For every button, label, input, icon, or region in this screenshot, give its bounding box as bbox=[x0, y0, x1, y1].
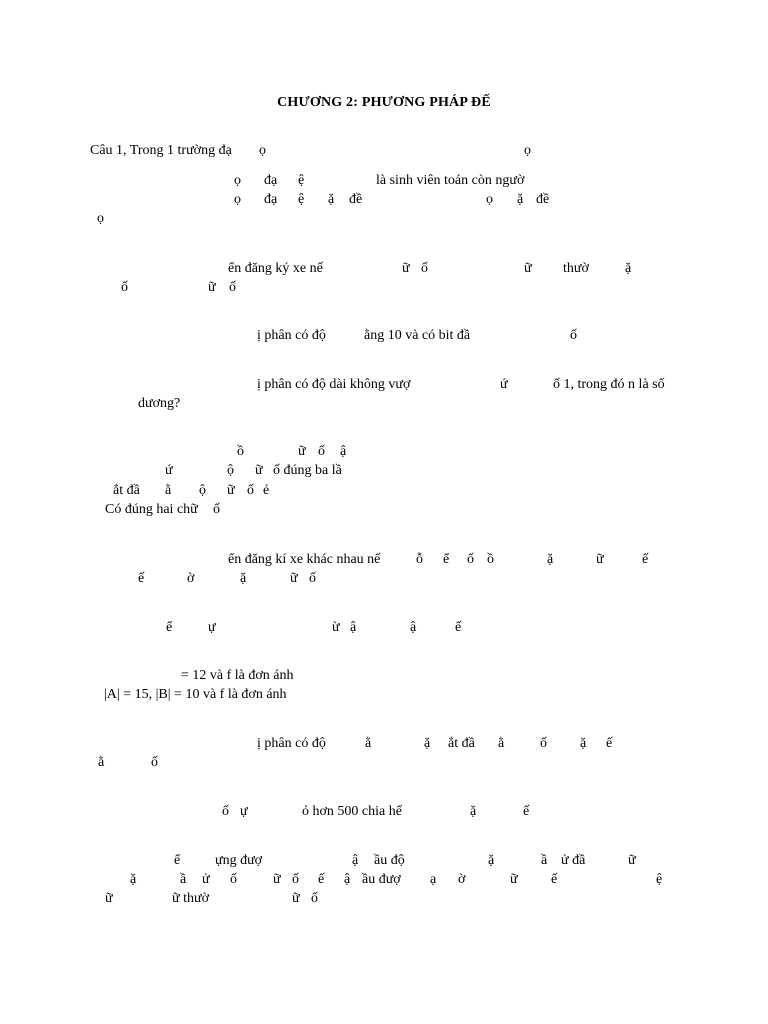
text-fragment: ồ bbox=[487, 552, 494, 567]
text-fragment: ắt đầ bbox=[113, 483, 140, 498]
text-fragment: ậ bbox=[350, 620, 357, 635]
text-fragment: ữ bbox=[290, 571, 298, 586]
text-fragment: ằng 10 và có bit đầ bbox=[364, 328, 471, 343]
text-fragment: ế bbox=[642, 552, 649, 567]
text-fragment: ế bbox=[606, 736, 613, 751]
page-title: CHƯƠNG 2: PHƯƠNG PHÁP ĐẾ bbox=[277, 95, 491, 110]
text-fragment: ằ bbox=[98, 755, 105, 770]
text-fragment: ặ bbox=[328, 192, 335, 207]
text-fragment: ố bbox=[309, 571, 316, 586]
text-fragment: ố bbox=[421, 261, 428, 276]
text-fragment: ạ bbox=[430, 872, 437, 887]
text-fragment: ặ bbox=[130, 872, 137, 887]
text-fragment: = 12 và f là đơn ánh bbox=[181, 668, 294, 683]
text-fragment: ữ bbox=[273, 872, 281, 887]
text-fragment: ằ bbox=[498, 736, 505, 751]
text-fragment: ặ bbox=[424, 736, 431, 751]
text-fragment: ử đầ bbox=[561, 853, 586, 868]
text-fragment: ữ bbox=[227, 483, 235, 498]
text-fragment: ệ bbox=[656, 872, 663, 887]
text-fragment: ọ bbox=[524, 143, 531, 158]
text-fragment: là sinh viên toán còn ngườ bbox=[376, 173, 525, 188]
text-fragment: ế bbox=[318, 872, 325, 887]
text-fragment: đề bbox=[536, 192, 550, 207]
text-fragment: ế bbox=[551, 872, 558, 887]
text-fragment: ậ bbox=[352, 853, 359, 868]
text-fragment: ỗ bbox=[416, 552, 423, 567]
text-fragment: ữ bbox=[208, 280, 216, 295]
text-fragment: |A| = 15, |B| = 10 và f là đơn ánh bbox=[104, 687, 287, 702]
text-fragment: ầu đượ bbox=[362, 872, 401, 887]
text-fragment: ự bbox=[208, 620, 216, 635]
text-fragment: ố đúng ba lầ bbox=[273, 463, 342, 478]
text-fragment: ể bbox=[166, 620, 173, 635]
text-fragment: ỏ hơn 500 chia hế bbox=[302, 804, 402, 819]
text-fragment: ữ bbox=[524, 261, 532, 276]
text-fragment: ố 1, trong đó n là số bbox=[553, 377, 665, 392]
text-fragment: ằ bbox=[365, 736, 372, 751]
text-fragment: ừ bbox=[332, 620, 340, 635]
text-fragment: ọ bbox=[97, 211, 104, 226]
text-fragment: ố bbox=[230, 872, 237, 887]
text-fragment: Có đúng hai chữ bbox=[105, 502, 198, 517]
text-fragment: ặ bbox=[580, 736, 587, 751]
text-fragment: ựng đượ bbox=[215, 853, 263, 868]
text-fragment: ố bbox=[121, 280, 128, 295]
text-fragment: ị phân có độ bbox=[257, 328, 326, 343]
text-fragment: ậ bbox=[410, 620, 417, 635]
text-fragment: ển đăng ký xe nế bbox=[228, 261, 323, 276]
text-fragment: ầu độ bbox=[374, 853, 405, 868]
text-fragment: thườ bbox=[563, 261, 589, 276]
text-fragment: ố bbox=[151, 755, 158, 770]
text-fragment: ặ bbox=[488, 853, 495, 868]
text-fragment: ị phân có độ bbox=[257, 736, 326, 751]
text-fragment: ặ bbox=[625, 261, 632, 276]
text-fragment: ế bbox=[455, 620, 462, 635]
text-fragment: ầ bbox=[541, 853, 548, 868]
text-fragment: ể bbox=[174, 853, 181, 868]
text-fragment: ồ bbox=[237, 444, 244, 459]
text-fragment: ộ bbox=[199, 483, 206, 498]
text-fragment: ố bbox=[213, 502, 220, 517]
text-fragment: ữ bbox=[105, 891, 113, 906]
text-fragment: ộ bbox=[227, 463, 234, 478]
text-fragment: ố bbox=[229, 280, 236, 295]
text-fragment: ự bbox=[240, 804, 248, 819]
text-fragment: ặ bbox=[547, 552, 554, 567]
text-fragment: ọ bbox=[234, 192, 241, 207]
text-fragment: ữ bbox=[292, 891, 300, 906]
text-fragment: ố bbox=[570, 328, 577, 343]
text-fragment: ệ bbox=[298, 192, 305, 207]
text-fragment: ố bbox=[467, 552, 474, 567]
text-fragment: ậ bbox=[344, 872, 351, 887]
text-fragment: ố bbox=[292, 872, 299, 887]
text-fragment: ọ bbox=[259, 143, 266, 158]
text-fragment: ố bbox=[222, 804, 229, 819]
text-fragment: đạ bbox=[264, 173, 278, 188]
text-fragment: ứ bbox=[500, 377, 508, 392]
text-fragment: ữ bbox=[298, 444, 306, 459]
text-fragment: ển đăng kí xe khác nhau nế bbox=[228, 552, 381, 567]
text-fragment: ố bbox=[318, 444, 325, 459]
text-fragment: đạ bbox=[264, 192, 278, 207]
text-fragment: ố bbox=[540, 736, 547, 751]
text-fragment: ố bbox=[311, 891, 318, 906]
text-fragment: ọ bbox=[486, 192, 493, 207]
text-fragment: ị phân có độ dài không vượ bbox=[257, 377, 411, 392]
text-fragment: ữ bbox=[628, 853, 636, 868]
text-fragment: ữ bbox=[402, 261, 410, 276]
text-fragment: ố bbox=[247, 483, 254, 498]
text-fragment: ặ bbox=[240, 571, 247, 586]
text-fragment: dương? bbox=[138, 396, 181, 411]
text-fragment: ọ bbox=[234, 173, 241, 188]
text-fragment: ặ bbox=[517, 192, 524, 207]
text-fragment: ắt đầ bbox=[448, 736, 475, 751]
text-fragment: ứ bbox=[165, 463, 173, 478]
text-fragment: ầ bbox=[180, 872, 187, 887]
text-fragment: ữ bbox=[255, 463, 263, 478]
text-fragment: ờ bbox=[458, 872, 466, 887]
text-fragment: ằ bbox=[165, 483, 172, 498]
text-fragment: ậ bbox=[340, 444, 347, 459]
text-fragment: ể bbox=[443, 552, 450, 567]
text-fragment: ử bbox=[202, 872, 210, 887]
text-fragment: ữ thườ bbox=[172, 891, 209, 906]
text-fragment: ế bbox=[138, 571, 145, 586]
text-fragment: ặ bbox=[470, 804, 477, 819]
text-fragment: ế bbox=[523, 804, 530, 819]
text-fragment: ệ bbox=[298, 173, 305, 188]
text-fragment: ẻ bbox=[263, 483, 270, 498]
text-fragment: Câu 1, Trong 1 trường đạ bbox=[90, 143, 232, 158]
text-fragment: ữ bbox=[596, 552, 604, 567]
text-fragment: đề bbox=[349, 192, 363, 207]
text-fragment: ờ bbox=[187, 571, 195, 586]
text-fragment: ữ bbox=[510, 872, 518, 887]
